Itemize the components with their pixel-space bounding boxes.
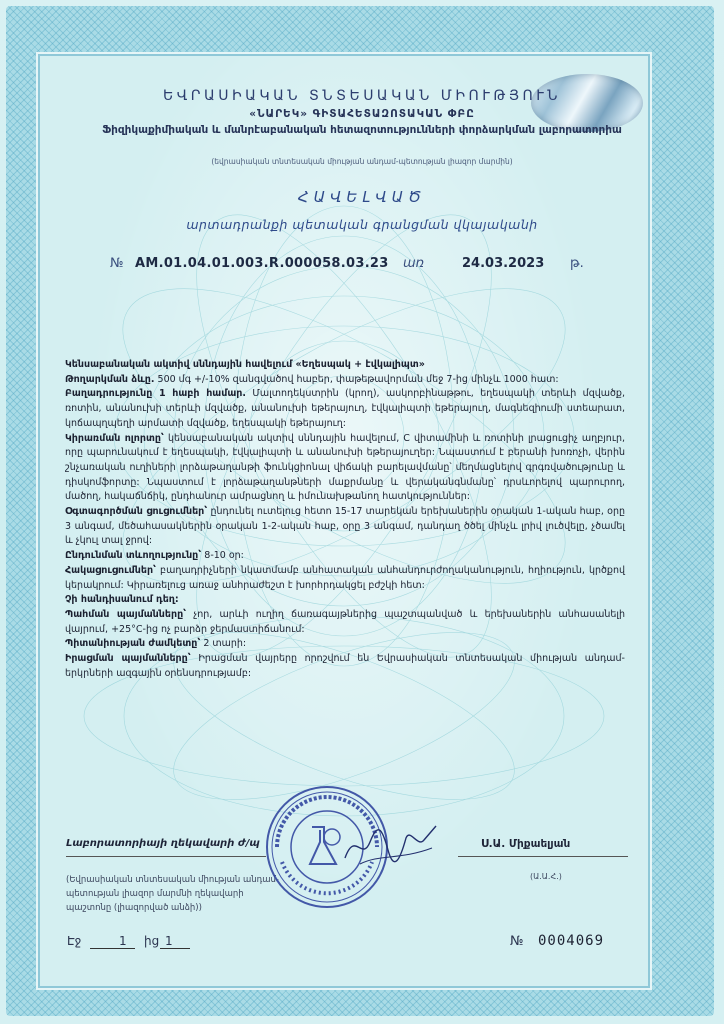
contraindications-text: բաղադրիչների նկատմամբ անհատական անհանդուրժողականություն, հղիություն, կրծքով կերակրում: Կիրառելուց առաջ անհրաժեշտ է խորհրդակցել բժշկի հետ: bbox=[65, 564, 625, 591]
union-header: ԵՎՐԱՍԻԱԿԱՆ ՏՆՏԵՍԱԿԱՆ ՄԻՈՒԹՅՈՒՆ bbox=[162, 88, 562, 104]
storage-label: Պահման պայմանները՝ bbox=[65, 608, 187, 620]
release-form-text: 500 մգ +/-10% զանգվածով հաբեր, փաթեթավորման մեջ 7-ից մինչև 1000 հատ: bbox=[154, 373, 559, 385]
signatory-position: Լաբորատորիայի ղեկավարի ժ/պ bbox=[66, 838, 260, 849]
recommendations-text: ընդունել ուտելուց հետո 15-17 տարեկան երեխաներին օրական 1-ական հաբ, օրը 3 անգամ, մեծահասակներին օրական 1-2-ական հաբ, օրը 3 անգամ, դանդաղ ծծել մինչև լրիվ լուծվելը, չծամել և չկուլ տալ ջրով: bbox=[65, 506, 626, 547]
organization-name: «ՆԱՐԵԿ» ԳԻՏԱՀԵՏԱԶՈՏԱԿԱՆ ՓԲԸ bbox=[249, 108, 475, 120]
registration-from-word: առ bbox=[403, 256, 425, 271]
page-label: Էջ bbox=[67, 934, 82, 948]
recommendations-label: Օգտագործման ցուցումներ՝ bbox=[65, 506, 208, 518]
page-total: 1 bbox=[165, 934, 173, 948]
duration-label: Ընդունման տևողությունը՝ bbox=[65, 550, 202, 562]
contraindications-label: Հակացուցումներ՝ bbox=[65, 564, 157, 576]
signatory-name-caption: (Ա.Ա.Հ.) bbox=[530, 872, 562, 881]
registration-date: 24.03.2023 bbox=[462, 256, 545, 271]
document-title: ՀԱՎԵԼՎԱԾ bbox=[297, 188, 427, 206]
use-area-label: Կիրառման ոլորտը՝ bbox=[65, 432, 164, 444]
laboratory-name: Ֆիզիկաքիմիական և մանրէաբանական հետազոտությունների փորձարկման լաբորատորիա bbox=[102, 124, 622, 136]
page-total-underline bbox=[160, 948, 190, 949]
registration-number-sign: № bbox=[110, 256, 124, 271]
registration-year-suffix: թ. bbox=[570, 256, 584, 271]
storage-text: չոր, արևի ուղիղ ճառագայթներից պաշտպանված և երեխաներին անհասանելի վայրում, +25°C-ից ոչ բարձր ջերմաստիճանում: bbox=[65, 608, 625, 635]
composition-text: Մալտոդեկստրին (կրող), ասկորբինաթթու, եղեսպակի տերևի մզվածք, ռոտին, անանուխի տերևի մզվածք, անանուխի եթերայուղ, էվկալիպտի եթերայուղ, մագնեզիումի ստեարատ, կոճապղպեղի արմատի մզվածք, եղեսպակի եթերայուղ: bbox=[65, 388, 625, 429]
sale-conditions-text: Իրացման վայրերը որոշվում են Եվրասիական տնտեսական միության անդամ-երկրների ազգային օրենսդրությամբ: bbox=[65, 653, 625, 679]
shelf-life-text: 2 տարի: bbox=[200, 638, 247, 650]
form-number-sign: № bbox=[510, 934, 524, 949]
signature-line-right bbox=[458, 856, 628, 857]
handwritten-signature bbox=[340, 820, 440, 870]
signatory-position-caption: (Եվրասիական տնտեսական միության անդամ-պետության լիազոր մարմնի ղեկավարի պաշտոնը (լիազորված անձի)) bbox=[66, 875, 279, 913]
not-medicine-note: Չի հանդիսանում դեղ: bbox=[65, 594, 179, 606]
registration-number: AM.01.04.01.003.R.000058.03.23 bbox=[135, 256, 389, 271]
document-subtitle: արտադրանքի պետական գրանցման վկայականի bbox=[186, 217, 538, 232]
page-underline bbox=[90, 948, 135, 949]
signature-line-left bbox=[66, 856, 266, 857]
signatory-name: Ս.Ա. Միքաելյան bbox=[481, 838, 571, 850]
certificate-body bbox=[65, 358, 625, 681]
sale-conditions-label: Իրացման պայմանները՝ bbox=[65, 653, 191, 665]
release-form-label: Թողարկման ձևը. bbox=[65, 373, 155, 385]
page-of-label: ից bbox=[144, 934, 160, 948]
product-name: Կենսաբանական ակտիվ սննդային հավելում «Եղեսպակ + էվկալիպտ» bbox=[65, 359, 425, 370]
form-serial-number: 0004069 bbox=[538, 933, 605, 949]
use-area-text: կենսաբանական ակտիվ սննդային հավելում, C վիտամինի և ռոտինի լրացուցիչ աղբյուր, որը պարունակում է եղեսպակի, էվկալիպտի և անանուխի եթերայուղեր: Նպաստում է բերանի խոռոչի, վերին շնչառական ուղիների լորձաթաղանթի ֆունկցիոնալ վիճակի բարելավմանը՝ մեղմացնելով գրգռվածությունը և դիսկոմֆորտը: Նպաստում է լորձաթաղանթների մաքրմանը և վերականգնմանը՝ դրսևորելով պարուրող, մածող, հակաճնճիկ, ընդհանուր ամրացնող և իմունախթանող հատկություններ: bbox=[65, 432, 625, 503]
laboratory-caption: (եվրասիական տնտեսական միության անդամ-պետության լիազոր մարմին) bbox=[211, 157, 513, 166]
shelf-life-label: Պիտանիության ժամկետը՝ bbox=[65, 638, 201, 650]
page-number: 1 bbox=[119, 934, 127, 948]
composition-label: Բաղադրությունը 1 հաբի համար. bbox=[65, 388, 246, 400]
duration-text: 8-10 օր: bbox=[201, 550, 244, 562]
